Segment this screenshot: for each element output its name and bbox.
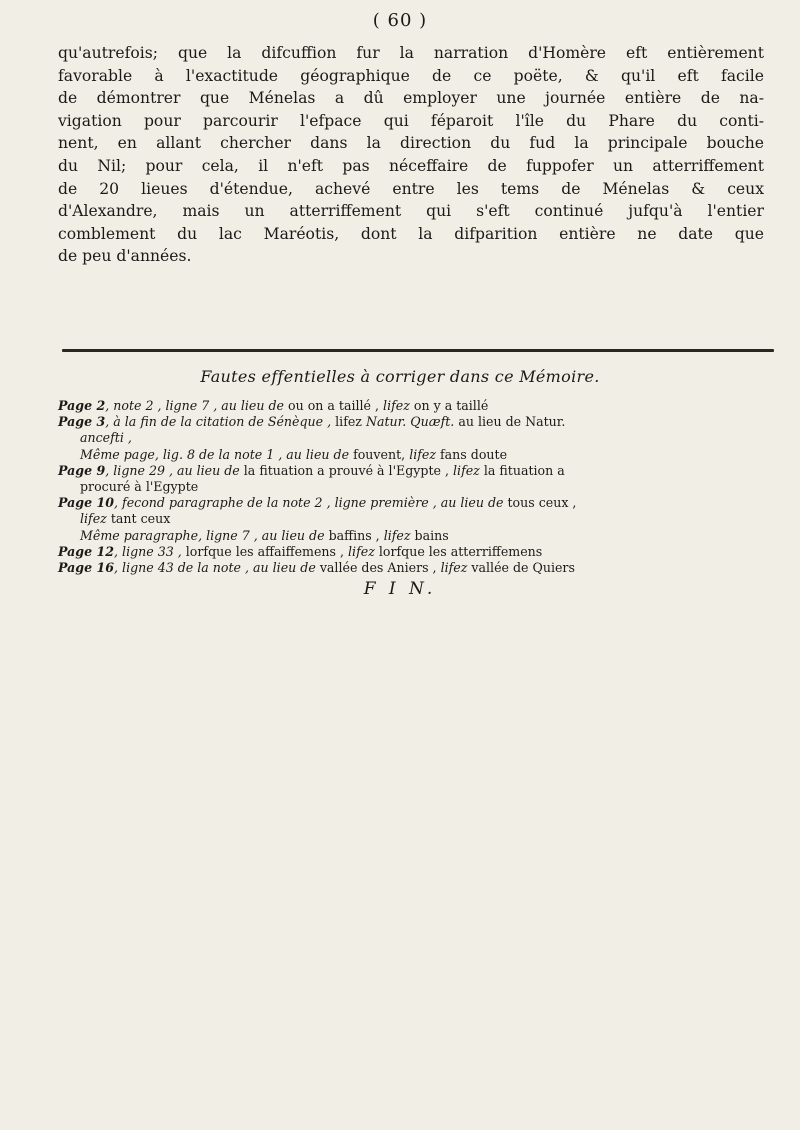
errata-page: Page 3 bbox=[58, 414, 106, 430]
errata-ref: , note 2 , ligne 7 , au lieu de bbox=[105, 398, 284, 413]
body-line: du Nil; pour cela, il n'eft pas néceffaire de fuppofer un atterriffement bbox=[58, 156, 764, 175]
body-line: vigation pour parcourir l'efpace qui féparoit l'île du Phare du conti- bbox=[58, 111, 764, 130]
errata-continuation: procuré à l'Egypte bbox=[80, 479, 199, 495]
errata-page: Même paragraphe bbox=[80, 527, 199, 543]
errata-lisez: lifez bbox=[453, 462, 480, 478]
section-divider bbox=[62, 349, 774, 352]
errata-right: la fituation a bbox=[483, 462, 565, 478]
errata-entry bbox=[58, 528, 778, 544]
errata-right: au lieu de Natur. bbox=[458, 414, 566, 430]
errata-entry bbox=[58, 560, 778, 576]
errata-page: Page 9 bbox=[58, 462, 106, 478]
errata-entry bbox=[58, 544, 778, 560]
errata-wrong: tous ceux , bbox=[507, 495, 577, 511]
errata-wrong: lorfque les affaiffemens , bbox=[185, 543, 345, 559]
errata-page: Page 10 bbox=[58, 495, 115, 511]
errata-list bbox=[58, 398, 778, 576]
body-line: qu'autrefois; que la difcuffion fur la narration d'Homère eft entièrement bbox=[58, 44, 764, 62]
errata-ref: , lig. 8 de la note 1 , au lieu de bbox=[154, 446, 350, 462]
body-paragraph bbox=[58, 42, 764, 268]
body-line: de démontrer que Ménelas a dû employer une journée entière de na- bbox=[58, 89, 764, 108]
errata-ref: , ligne 43 de la note , au lieu de bbox=[114, 560, 316, 576]
errata-lisez: lifez bbox=[440, 560, 468, 576]
errata-right: on y a taillé bbox=[413, 398, 489, 413]
errata-right: fans doute bbox=[440, 446, 508, 462]
errata-lisez: lifez bbox=[409, 446, 436, 462]
errata-wrong: ou on a taillé , bbox=[288, 398, 380, 413]
errata-ref: , fecond paragraphe de la note 2 , ligne première , au lieu de bbox=[114, 495, 504, 511]
errata-entry bbox=[58, 398, 778, 414]
errata-page: Même page bbox=[80, 446, 155, 462]
errata-lisez: lifez bbox=[383, 398, 410, 413]
errata-lisez: lifez bbox=[348, 543, 375, 559]
errata-wrong: la fituation a prouvé à l'Egypte , bbox=[243, 462, 449, 478]
errata-wrong: fouvent, bbox=[353, 446, 406, 462]
errata-lisez: lifez bbox=[383, 527, 411, 543]
errata-ref: , à la fin de la citation de Sénèque , bbox=[105, 414, 332, 430]
errata-right: tant ceux bbox=[110, 511, 171, 527]
errata-wrong: lifez bbox=[335, 414, 362, 430]
errata-right: vallée de Quiers bbox=[471, 560, 575, 576]
errata-entry bbox=[58, 414, 778, 446]
fin-mark: F I N. bbox=[363, 579, 437, 599]
errata-continuation: ancefti , bbox=[80, 430, 132, 446]
errata-page: Page 12 bbox=[58, 543, 115, 559]
errata-wrong: vallée des Aniers , bbox=[319, 560, 437, 576]
body-line: favorable à l'exactitude géographique de ce poëte, & qu'il eft facile bbox=[58, 66, 764, 85]
body-line: nent, en allant chercher dans la direction du fud la principale bouche bbox=[58, 134, 764, 153]
errata-ref: , ligne 7 , au lieu de bbox=[198, 527, 325, 543]
errata-entry bbox=[58, 447, 778, 463]
page-number: ( 60 ) bbox=[372, 10, 428, 31]
body-line: de 20 lieues d'étendue, achevé entre les tems de Ménelas & ceux bbox=[58, 179, 764, 198]
errata-title: Fautes effentielles à corriger dans ce Mémoire. bbox=[200, 367, 600, 386]
errata-right: bains bbox=[414, 527, 449, 543]
body-line: comblement du lac Maréotis, dont la difparition entière ne date que bbox=[58, 224, 764, 243]
errata-page: Page 16 bbox=[58, 560, 115, 576]
errata-right: lorfque les atterriffemens bbox=[378, 543, 543, 559]
errata-entry bbox=[58, 463, 778, 495]
errata-lisez: lifez bbox=[80, 511, 107, 527]
body-line: de peu d'années. bbox=[58, 247, 192, 266]
body-line: d'Alexandre, mais un atterriffement qui s'eft continué jufqu'à l'entier bbox=[58, 202, 764, 221]
errata-page: Page 2 bbox=[58, 398, 106, 413]
errata-entry bbox=[58, 495, 778, 527]
errata-ref: , ligne 29 , au lieu de bbox=[105, 462, 240, 478]
errata-lisez: Natur. Quæft. bbox=[365, 414, 455, 430]
errata-wrong: baffins , bbox=[328, 527, 380, 543]
errata-ref: , ligne 33 , bbox=[114, 543, 182, 559]
